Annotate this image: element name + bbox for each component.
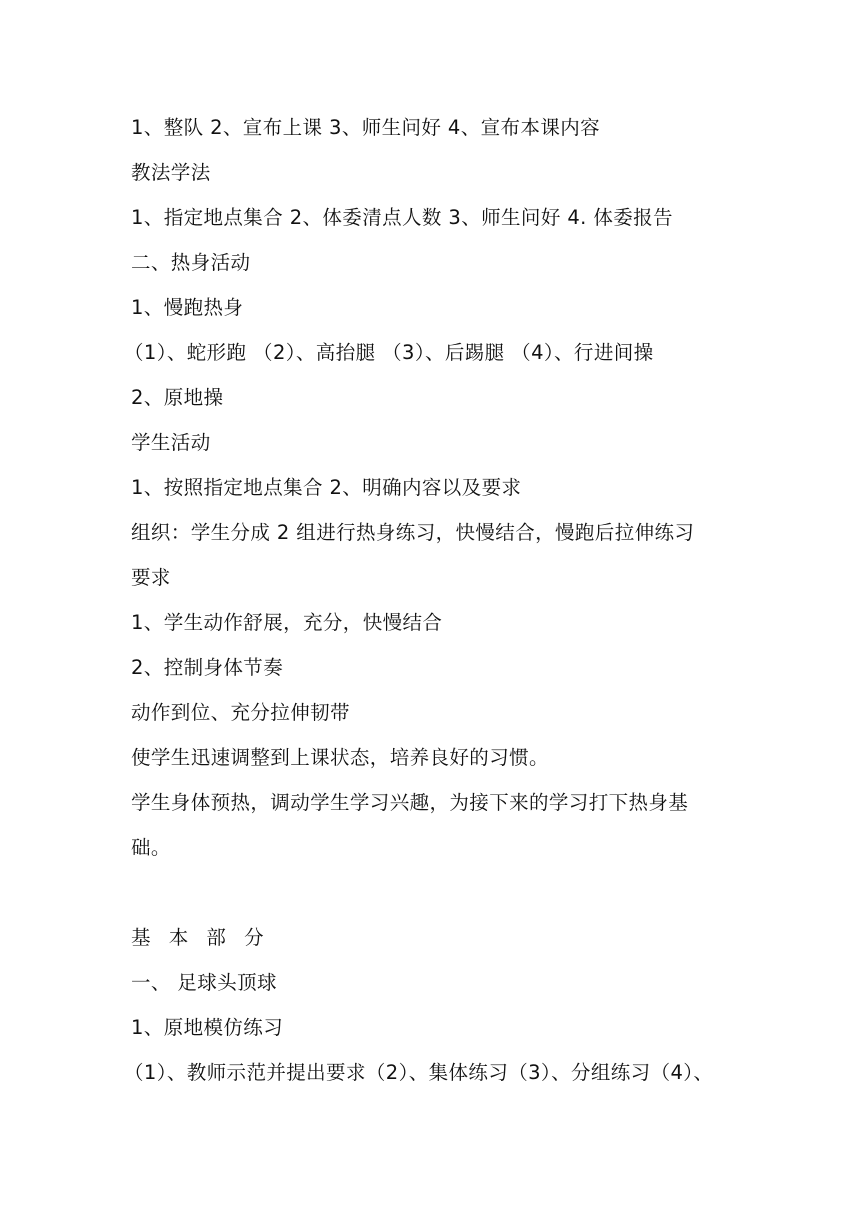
text-line-student-activity-heading: 学生活动 [131, 431, 211, 454]
section-heading-main-part: 基 本 部 分 [131, 926, 270, 949]
text-line-purpose-2: 学生身体预热，调动学生学习兴趣，为接下来的学习打下热身基 [131, 791, 689, 814]
text-line-stationary-exercise: 2、原地操 [131, 386, 224, 409]
section-heading-warmup: 二、热身活动 [131, 251, 251, 274]
text-line-stretching: 动作到位、充分拉伸韧带 [131, 701, 350, 724]
text-line-organization: 组织：学生分成 2 组进行热身练习，快慢结合，慢跑后拉伸练习 [131, 521, 695, 544]
text-line-jogging: 1、慢跑热身 [131, 296, 244, 319]
text-line-student-steps: 1、按照指定地点集合 2、明确内容以及要求 [131, 476, 522, 499]
text-line-method-steps: 1、指定地点集合 2、体委清点人数 3、师生问好 4. 体委报告 [131, 206, 673, 229]
text-line-practice-steps: （1）、教师示范并提出要求（2）、集体练习（3）、分组练习（4）、 [124, 1061, 714, 1084]
blank-line [131, 875, 741, 920]
document-body [124, 110, 741, 1100]
text-line-purpose-1: 使学生迅速调整到上课状态，培养良好的习惯。 [131, 746, 549, 769]
text-line-running-drills: （1）、蛇形跑 （2）、高抬腿 （3）、后踢腿 （4）、行进间操 [124, 341, 654, 364]
text-line-opening-steps: 1、整队 2、宣布上课 3、师生问好 4、宣布本课内容 [131, 116, 601, 139]
text-line-requirement-2: 2、控制身体节奏 [131, 656, 284, 679]
text-line-requirement-1: 1、学生动作舒展，充分，快慢结合 [131, 611, 443, 634]
text-line-imitation-practice: 1、原地模仿练习 [131, 1016, 284, 1039]
text-line-purpose-2-continued: 础。 [131, 836, 171, 859]
text-line-teaching-method-heading: 教法学法 [131, 161, 211, 184]
text-line-requirements-heading: 要求 [131, 566, 171, 589]
section-heading-heading-ball: 一、 足球头顶球 [131, 971, 277, 994]
